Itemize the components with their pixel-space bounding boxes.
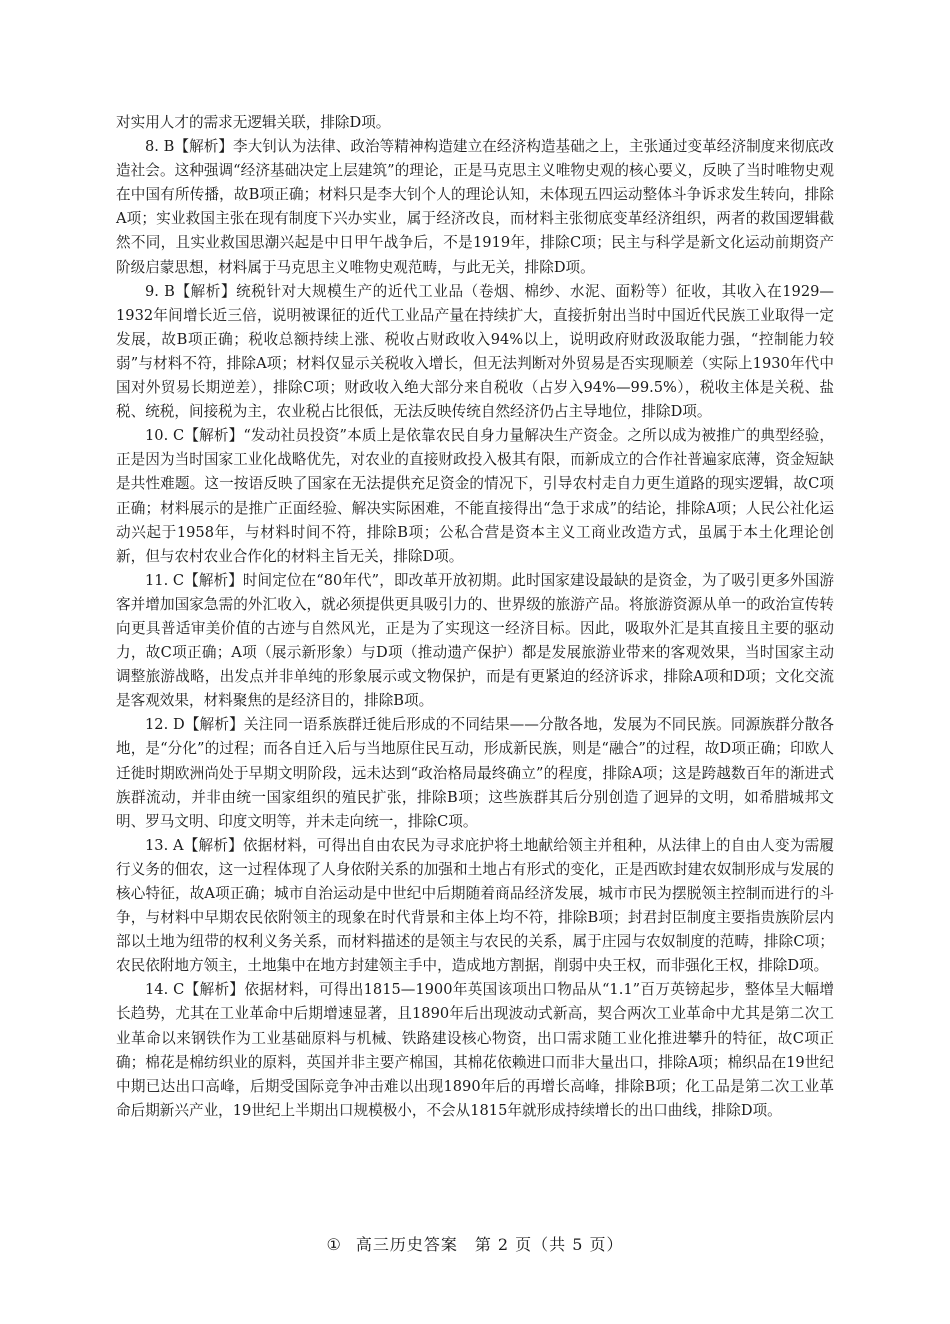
paragraph-q8: 8. B【解析】李大钊认为法律、政治等精神构造建立在经济构造基础之上，主张通过变革经济制度来彻底改造社会。这种强调“经济基础决定上层建筑”的理论，正是马克思主义唯物史观的核心要义，反映了当时唯物史观在中国有所传播，故B项正确；材料只是李大钊个人的理论认知，未体现五四运动整体斗争诉求发生转向，排除A项；实业救国主张在现有制度下兴办实业，属于经济改良，而材料主张彻底变革经济组织，两者的救国逻辑截然不同，且实业救国思潮兴起是中日甲午战争后，不是1919年，排除C项；民主与科学是新文化运动前期资产阶级启蒙思想，材料属于马克思主义唯物史观范畴，与此无关，排除D项。 [116,138,834,276]
page-circle-number: ① [326,1235,342,1254]
paragraph-q12: 12. D【解析】关注同一语系族群迁徙后形成的不同结果——分散各地，发展为不同民族。同源族群分散各地，是“分化”的过程；而各自迁入后与当地原住民互动，形成新民族，则是“融合”的过程，故D项正确；印欧人迁徙时期欧洲尚处于早期文明阶段，远未达到“政治格局最终确立”的程度，排除A项；这是跨越数百年的渐进式族群流动，并非由统一国家组织的殖民扩张，排除B项；这些族群其后分别创造了迥异的文明，如希腊城邦文明、罗马文明、印度文明等，并未走向统一，排除C项。 [116,716,834,830]
answer-body [116,111,834,1123]
page-footer [0,1232,950,1255]
paragraph-q7-tail: 对实用人才的需求无逻辑关联，排除D项。 [116,114,391,131]
page-footer-text: 高三历史答案 第 2 页（共 5 页） [355,1235,624,1254]
paragraph-q10: 10. C【解析】“发动社员投资”本质上是依靠农民自身力量解决生产资金。之所以成为被推广的典型经验，正是因为当时国家工业化战略优先，对农业的直接财政投入极其有限，而新成立的合作社普遍家底薄，资金短缺是共性难题。这一按语反映了国家在无法提供充足资金的情况下，引导农村走自力更生道路的现实逻辑，故C项正确；材料展示的是推广正面经验、解决实际困难，不能直接得出“急于求成”的结论，排除A项；人民公社化运动兴起于1958年，与材料时间不符，排除B项；公私合营是资本主义工商业改造方式，虽属于本土化理论创新，但与农村农业合作化的材料主旨无关，排除D项。 [116,427,834,565]
paragraph-q9: 9. B【解析】统税针对大规模生产的近代工业品（卷烟、棉纱、水泥、面粉等）征收，其收入在1929—1932年间增长近三倍，说明被课征的近代工业品产量在持续扩大，直接折射出当时中国近代民族工业取得一定发展，故B项正确；税收总额持续上涨、税收占财政收入94%以上，说明政府财政汲取能力强，“控制能力较弱”与材料不符，排除A项；材料仅显示关税收入增长，但无法判断对外贸易是否实现顺差（实际上1930年代中国对外贸易长期逆差），排除C项；财政收入绝大部分来自税收（占岁入94%—99.5%），税收主体是关税、盐税、统税，间接税为主，农业税占比很低，无法反映传统自然经济仍占主导地位，排除D项。 [116,282,834,421]
paragraph-q14: 14. C【解析】依据材料，可得出1815—1900年英国该项出口物品从“1.1”百万英镑起步，整体呈大幅增长趋势，尤其在工业革命中后期增速显著，且1890年后出现波动式新高，契合两次工业革命中尤其是第二次工业革命以来钢铁作为工业基础原料与机械、铁路建设核心物资，出口需求随工业化推进攀升的特征，故C项正确；棉花是棉纺织业的原料，英国并非主要产棉国，其棉花依赖进口而非大量出口，排除A项；棉织品在19世纪中期已达出口高峰，后期受国际竞争冲击难以出现1890年后的再增长高峰，排除B项；化工品是第二次工业革命后期新兴产业，19世纪上半期出口规模极小，不会从1815年就形成持续增长的出口曲线，排除D项。 [116,981,834,1119]
paragraph-q13: 13. A【解析】依据材料，可得出自由农民为寻求庇护将土地献给领主并租种，从法律上的自由人变为需履行义务的佃农，这一过程体现了人身依附关系的加强和土地占有形式的变化，正是西欧封建农奴制形成与发展的核心特征，故A项正确；城市自治运动是中世纪中后期随着商品经济发展，城市市民为摆脱领主控制而进行的斗争，与材料中早期农民依附领主的现象在时代背景和主体上均不符，排除B项；封君封臣制度主要指贵族阶层内部以土地为纽带的权利义务关系，而材料描述的是领主与农民的关系，属于庄园与农奴制度的范畴，排除C项；农民依附地方领主，土地集中在地方封建领主手中，造成地方割据，削弱中央王权，而非强化王权，排除D项。 [116,836,834,975]
paragraph-q11: 11. C【解析】时间定位在“80年代”，即改革开放初期。此时国家建设最缺的是资金，为了吸引更多外国游客并增加国家急需的外汇收入，就必须提供更具吸引力的、世界级的旅游产品。将旅游资源从单一的政治宣传转向更具普适审美价值的古迹与自然风光，正是为了实现这一经济目标。因此，吸取外汇是其直接且主要的驱动力，故C项正确；A项（展示新形象）与D项（推动遗产保护）都是发展旅游业带来的客观效果，当时国家主动调整旅游战略，出发点并非单纯的形象展示或文物保护，而是有更紧迫的经济诉求，排除A项和D项；文化交流是客观效果，材料聚焦的是经济目的，排除B项。 [116,571,834,710]
